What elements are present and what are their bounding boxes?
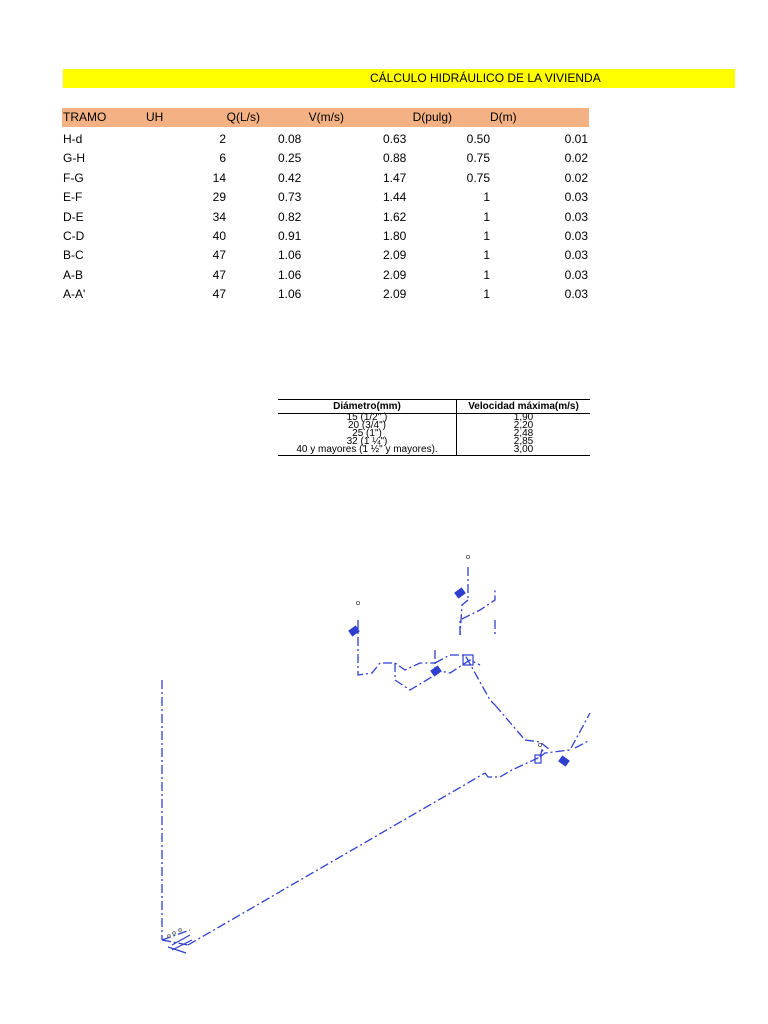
cell-v: 1.62 [383,209,407,224]
cell-v: 0.88 [383,151,407,166]
cell-tramo: E-F [63,190,83,205]
cell-v: 0.63 [383,132,407,146]
pipe-main-diagonal [188,773,485,945]
header-v: V(m/s) [308,110,344,124]
cell-dpulg: 1 [483,209,490,224]
cell-v: 2.09 [383,248,407,263]
cell-dm: 0.03 [564,248,588,263]
ref-diameter: 40 y mayores (1 ½" y mayores). [278,446,457,456]
cell-dpulg: 1 [483,229,490,243]
cell-tramo: B-C [63,248,84,263]
valve-symbol [455,588,465,598]
cell-q: 0.25 [278,151,302,166]
ref-velocity: 2,85 [513,436,534,447]
pipe-branch-right [575,740,590,748]
cell-uh: 47 [212,267,226,282]
cell-dm: 0.03 [564,287,588,302]
cell-uh: 6 [219,151,226,166]
fixture-marker [538,743,541,746]
valve-symbol [559,756,569,766]
cell-q: 1.06 [278,248,302,263]
ref-header-diameter: Diámetro(mm) [278,400,457,414]
cell-dpulg: 1 [483,248,490,263]
cell-uh: 2 [219,132,226,146]
pipe-branch-diagonal [495,705,525,740]
pipe-segment [162,930,190,940]
cell-dm: 0.01 [564,132,588,146]
cell-q: 1.06 [278,267,302,282]
cell-dm: 0.02 [564,170,588,185]
ref-diameter: 25 (1") [278,430,457,438]
pipe-segment [485,757,540,777]
cell-dm: 0.03 [564,209,588,224]
reference-table [278,399,590,456]
pipe-segment [540,713,590,757]
header-dpulg: D(pulg) [412,110,452,124]
ref-header-velocity: Velocidad máxima(m/s) [457,400,591,414]
cell-dm: 0.02 [564,151,588,166]
cell-dm: 0.03 [564,229,588,243]
cell-q: 0.73 [278,190,302,205]
pipe-branch-top [460,590,495,635]
sheet-title: CÁLCULO HIDRÁULICO DE LA VIVIENDA [370,71,601,85]
ref-diameter: 32 (1 ¼") [278,438,457,446]
cell-tramo: H-d [63,132,83,146]
cell-uh: 47 [212,287,226,302]
fixture-marker [179,929,182,932]
cell-tramo: A-A' [63,287,86,302]
cell-dpulg: 1 [483,287,490,302]
ref-diameter: 20 (3/4") [278,422,457,430]
cell-v: 1.44 [383,190,407,205]
cell-uh: 14 [212,170,226,185]
header-tramo: TRAMO [63,110,107,124]
cell-v: 2.09 [383,287,407,302]
cell-tramo: A-B [63,267,84,282]
cell-dm: 0.03 [564,267,588,282]
cell-tramo: G-H [63,151,85,166]
pipe-segment [525,740,550,750]
cell-tramo: D-E [63,209,84,224]
cell-q: 0.82 [278,209,302,224]
cell-uh: 34 [212,209,226,224]
valve-symbol [431,666,441,676]
fixture-marker [466,555,469,558]
cell-tramo: F-G [63,170,84,185]
cell-dpulg: 0.75 [466,170,490,185]
pipe-branch-upper-left [358,620,435,675]
header-dm: D(m) [490,110,517,124]
cell-q: 0.08 [278,132,302,146]
cell-q: 0.91 [278,229,302,243]
cell-dpulg: 1 [483,267,490,282]
cell-dpulg: 0.50 [466,132,490,146]
fixture-marker [173,932,176,935]
ref-diameter: 15 (1/2" ) [278,414,457,423]
header-q: Q(L/s) [226,110,260,124]
cell-dm: 0.03 [564,190,588,205]
ref-velocity: 2,20 [513,420,534,431]
cell-dpulg: 1 [483,190,490,205]
cell-v: 1.80 [383,229,407,243]
cell-dpulg: 0.75 [466,151,490,166]
cell-uh: 29 [212,190,226,205]
ref-velocity: 2,48 [513,428,534,439]
header-uh: UH [146,110,164,124]
cell-uh: 40 [212,229,226,243]
cell-q: 1.06 [278,287,302,302]
cell-uh: 47 [212,248,226,263]
cell-v: 1.47 [383,170,407,185]
ref-velocity: 1,90 [513,412,534,423]
cell-tramo: C-D [63,229,85,243]
cell-q: 0.42 [278,170,302,185]
ref-velocity: 3,00 [457,446,591,456]
isometric-pipe-diagram [150,545,600,960]
fixture-marker [356,601,359,604]
cell-v: 2.09 [383,267,407,282]
